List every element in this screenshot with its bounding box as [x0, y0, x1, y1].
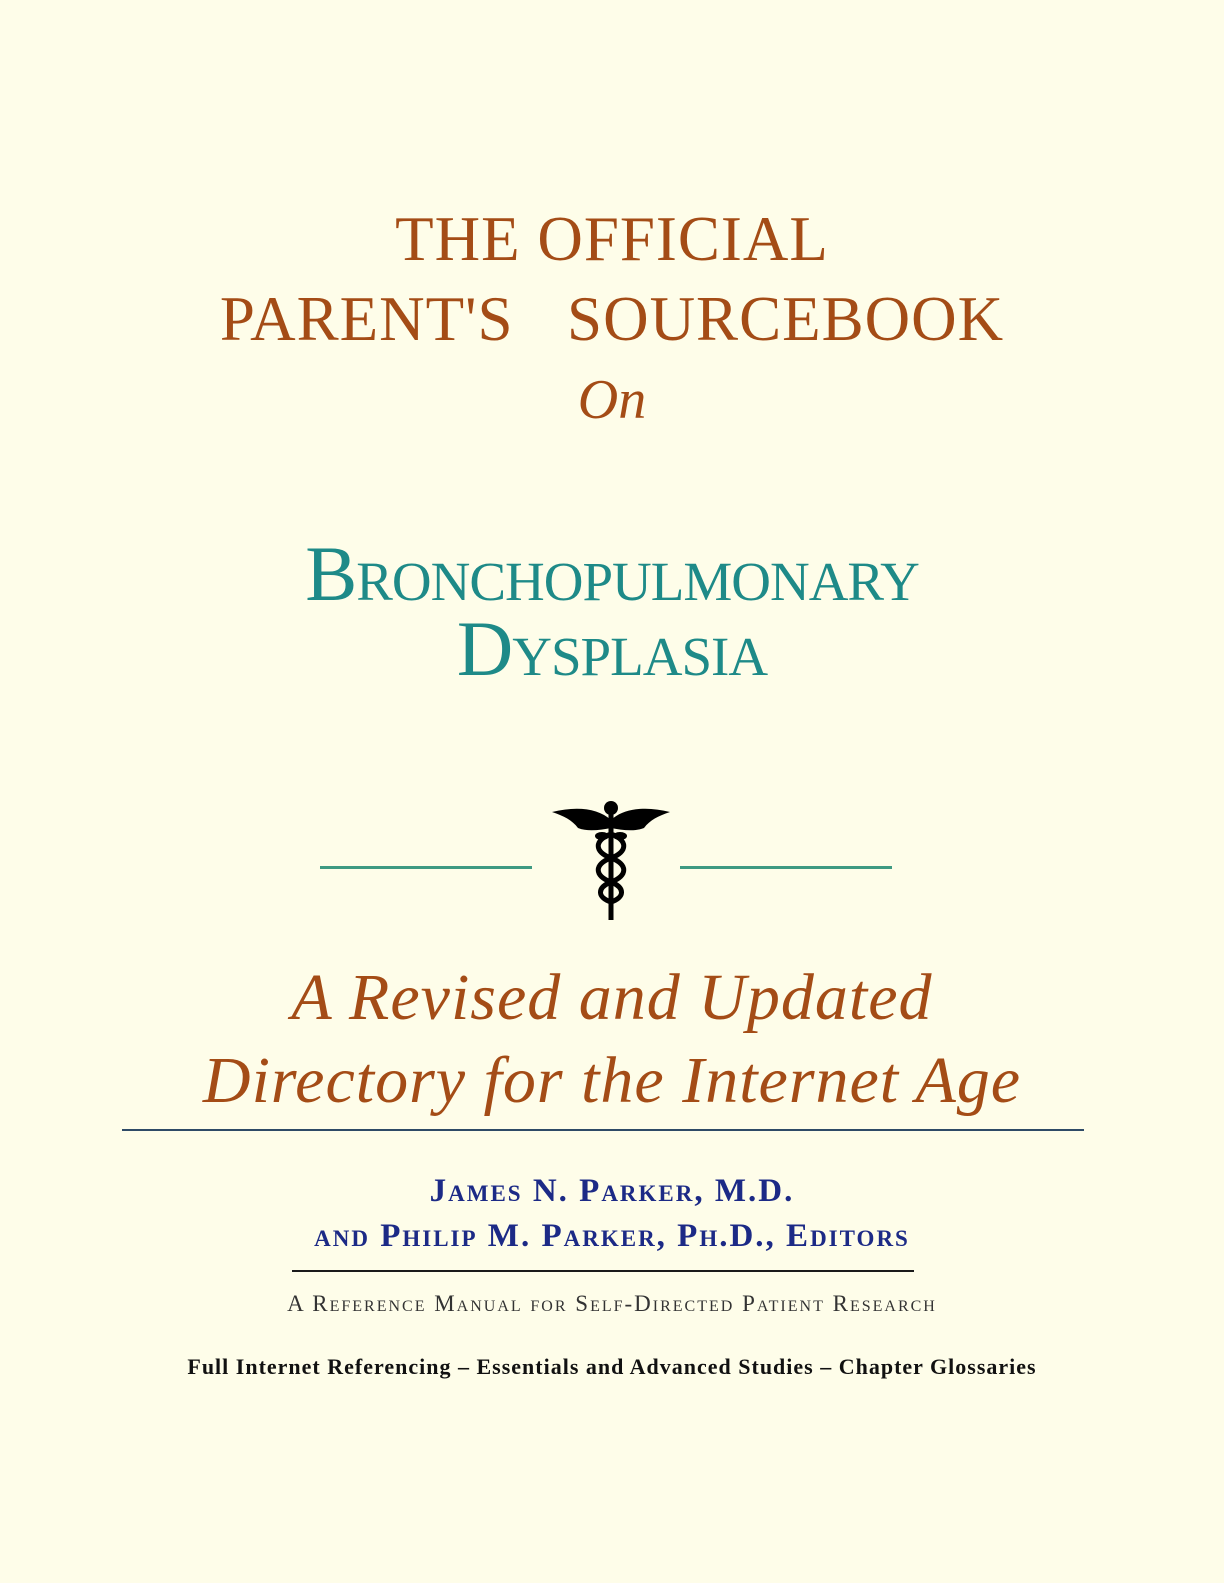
reference-manual-line: A Reference Manual for Self-Directed Patient Research — [287, 1291, 937, 1316]
divider-tagline — [122, 1129, 1084, 1131]
tagline-line-1: A Revised and Updated — [291, 961, 933, 1034]
features-line: Full Internet Referencing – Essentials and Advanced Studies – Chapter Glossaries — [187, 1354, 1037, 1379]
editors-line-1: James N. Parker, M.D. — [429, 1173, 795, 1209]
editors-line-2: and Philip M. Parker, Ph.D., Editors — [314, 1218, 910, 1254]
subject-line-2: Dysplasia — [456, 605, 768, 692]
caduceus-icon — [550, 798, 672, 922]
title-line-2: PARENT'S SOURCEBOOK — [219, 284, 1005, 354]
divider-editors — [292, 1270, 914, 1272]
tagline-line-2: Directory for the Internet Age — [202, 1044, 1022, 1117]
divider-right — [680, 866, 892, 869]
subject-line-1: Bronchopulmonary — [305, 530, 919, 617]
title-line-1: THE OFFICIAL — [395, 204, 829, 274]
title-on: On — [577, 369, 647, 431]
divider-left — [320, 866, 532, 869]
